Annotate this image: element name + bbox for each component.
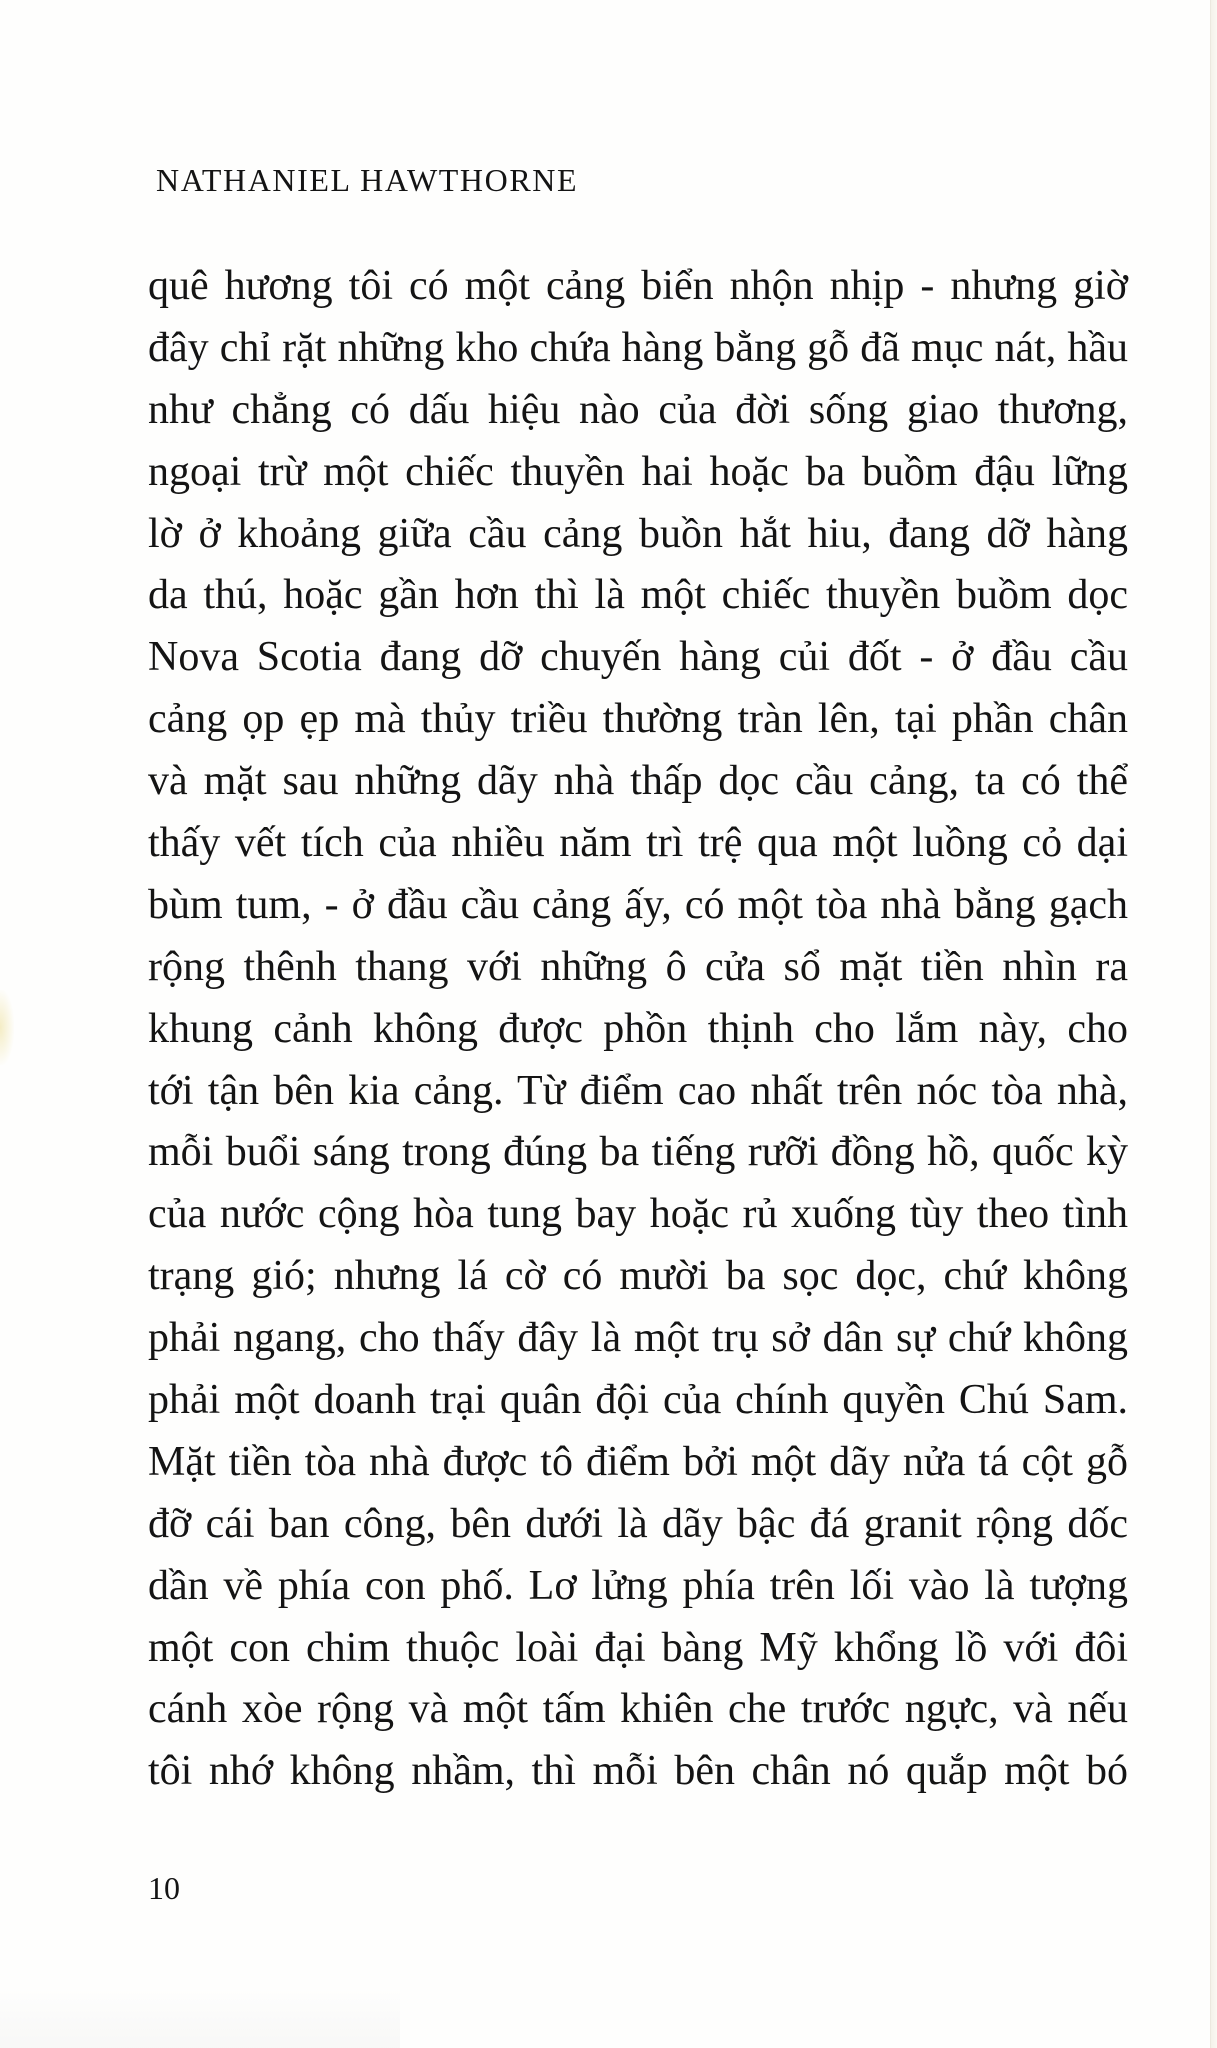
bleed-through-shadow <box>0 1988 400 2048</box>
text-line: tôi nhớ không nhầm, thì mỗi bên chân nó quắp một bó <box>148 1748 1128 1795</box>
text-line: một con chim thuộc loài đại bàng Mỹ khổng lồ với đôi <box>148 1624 1128 1671</box>
text-line: như chẳng có dấu hiệu nào của đời sống giao thương, <box>148 386 1128 433</box>
text-line: tới tận bên kia cảng. Từ điểm cao nhất trên nóc tòa nhà, <box>148 1067 1128 1114</box>
text-line: lờ ở khoảng giữa cầu cảng buồn hắt hiu, đang dỡ hàng <box>148 510 1128 557</box>
text-line: của nước cộng hòa tung bay hoặc rủ xuống tùy theo tình <box>148 1191 1128 1238</box>
text-line: đỡ cái ban công, bên dưới là dãy bậc đá granit rộng dốc <box>148 1500 1128 1547</box>
text-line: phải một doanh trại quân đội của chính quyền Chú Sam. <box>148 1377 1128 1424</box>
text-line: khung cảnh không được phồn thịnh cho lắm này, cho <box>148 1005 1128 1052</box>
text-line: rộng thênh thang với những ô cửa sổ mặt tiền nhìn ra <box>148 943 1128 990</box>
text-line: Mặt tiền tòa nhà được tô điểm bởi một dãy nửa tá cột gỗ <box>148 1438 1128 1485</box>
page-number: 10 <box>148 1870 180 1906</box>
running-header: NATHANIEL HAWTHORNE <box>156 162 579 198</box>
text-line: da thú, hoặc gần hơn thì là một chiếc thuyền buồm dọc <box>148 572 1128 619</box>
text-line: cảng ọp ẹp mà thủy triều thường tràn lên, tại phần chân <box>148 696 1128 743</box>
text-line: cánh xòe rộng và một tấm khiên che trước ngực, và nếu <box>148 1686 1128 1733</box>
text-line: bùm tum, - ở đầu cầu cảng ấy, có một tòa nhà bằng gạch <box>148 881 1128 928</box>
text-line: Nova Scotia đang dỡ chuyến hàng củi đốt - ở đầu cầu <box>148 634 1128 681</box>
text-line: phải ngang, cho thấy đây là một trụ sở dân sự chứ không <box>148 1315 1128 1362</box>
page-edge <box>1210 0 1217 2048</box>
scan-smudge <box>0 990 14 1065</box>
text-line: thấy vết tích của nhiều năm trì trệ qua một luồng cỏ dại <box>148 820 1128 867</box>
text-line: mỗi buổi sáng trong đúng ba tiếng rưỡi đồng hồ, quốc kỳ <box>148 1129 1128 1176</box>
text-line: ngoại trừ một chiếc thuyền hai hoặc ba buồm đậu lững <box>148 448 1128 495</box>
text-line: quê hương tôi có một cảng biển nhộn nhịp - nhưng giờ <box>148 263 1128 309</box>
text-line: và mặt sau những dãy nhà thấp dọc cầu cảng, ta có thể <box>148 758 1128 805</box>
text-line: đây chỉ rặt những kho chứa hàng bằng gỗ đã mục nát, hầu <box>148 324 1128 371</box>
body-text <box>148 256 1128 1803</box>
text-line: dần về phía con phố. Lơ lửng phía trên lối vào là tượng <box>148 1562 1128 1609</box>
text-line: trạng gió; nhưng lá cờ có mười ba sọc dọc, chứ không <box>148 1253 1128 1300</box>
